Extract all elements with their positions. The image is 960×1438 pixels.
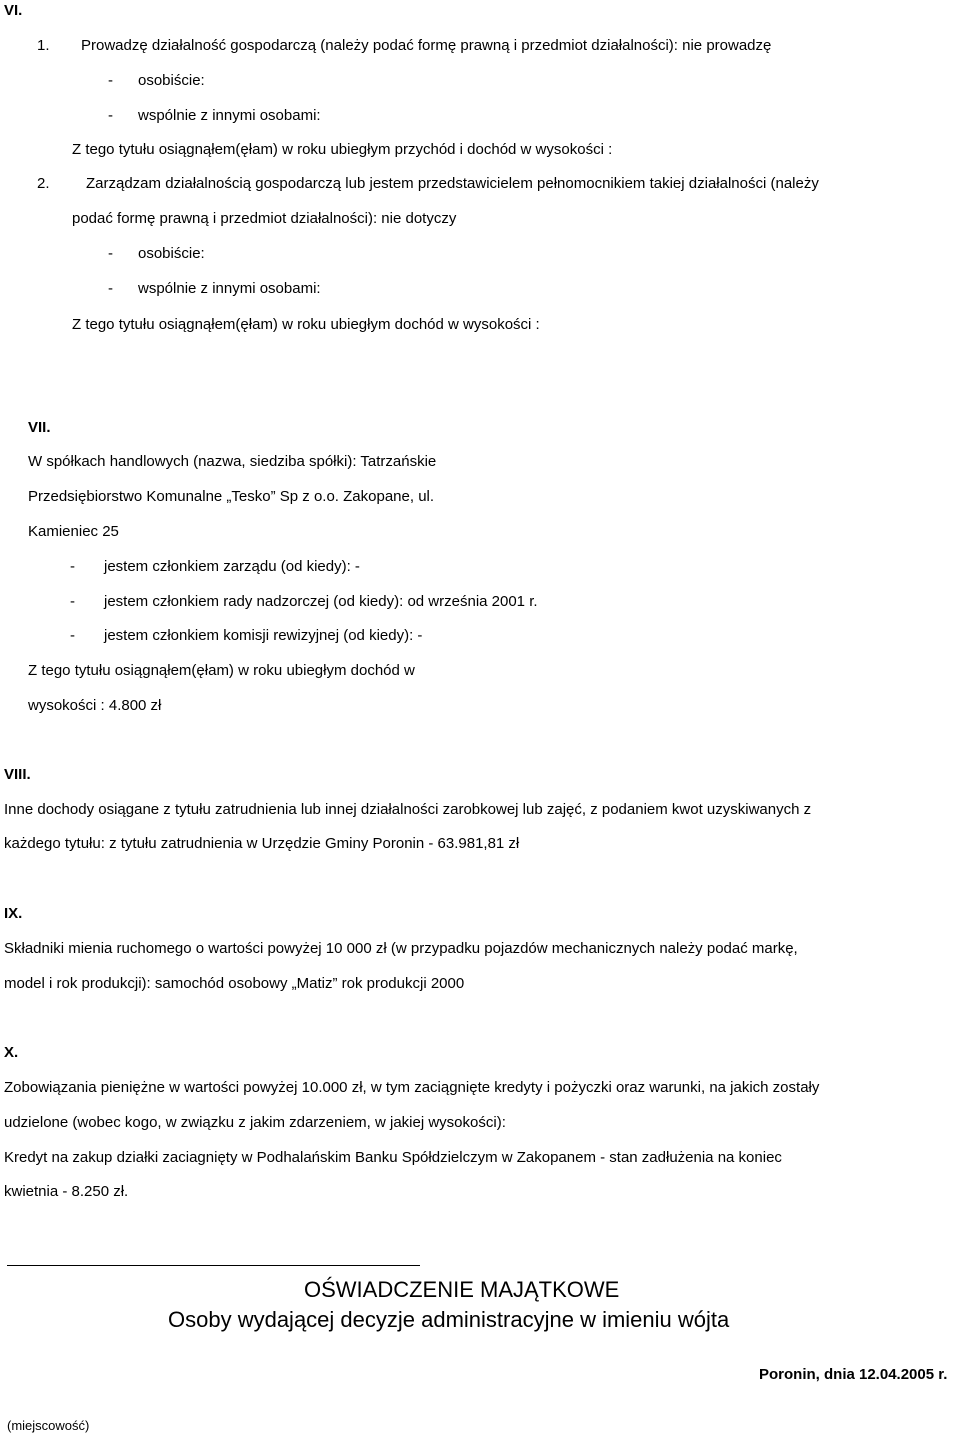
declaration-subtitle: Osoby wydającej decyzje administracyjne w imieniu wójta — [168, 1307, 730, 1332]
liabilities-line1: Zobowiązania pieniężne w wartości powyżej 10.000 zł, w tym zaciągnięte kredyty i pożyczki oraz warunki, na jakich zostały — [4, 1079, 820, 1096]
dash-marker: - — [108, 72, 113, 89]
supervisory-member: jestem członkiem rady nadzorczej (od kiedy): od września 2001 r. — [104, 593, 538, 610]
divider-line — [7, 1265, 420, 1266]
item-2-number: 2. — [37, 175, 50, 192]
dash-marker: - — [108, 107, 113, 124]
dash-marker: - — [108, 245, 113, 262]
item-2-text-line2: podać formę prawną i przedmiot działalności): nie dotyczy — [72, 210, 457, 227]
sec7-income-line1: Z tego tytułu osiągnąłem(ęłam) w roku ubiegłym dochód w — [28, 662, 415, 679]
dash-marker: - — [70, 593, 75, 610]
audit-member: jestem członkiem komisji rewizyjnej (od kiedy): - — [104, 627, 423, 644]
other-income-line2: każdego tytułu: z tytułu zatrudnienia w Urzędzie Gminy Poronin - 63.981,81 zł — [4, 835, 520, 852]
place-date: Poronin, dnia 12.04.2005 r. — [759, 1366, 948, 1383]
item-1-joint: wspólnie z innymi osobami: — [138, 107, 321, 124]
companies-line1: W spółkach handlowych (nazwa, siedziba spółki): Tatrzańskie — [28, 453, 437, 470]
section-9-heading: IX. — [4, 905, 23, 922]
section-7-heading: VII. — [28, 419, 51, 436]
sec7-income-line2: wysokości : 4.800 zł — [28, 697, 162, 714]
liabilities-line4: kwietnia - 8.250 zł. — [4, 1183, 129, 1200]
companies-line2: Przedsiębiorstwo Komunalne „Tesko” Sp z o.o. Zakopane, ul. — [28, 488, 435, 505]
item-1-income: Z tego tytułu osiągnąłem(ęłam) w roku ubiegłym przychód i dochód w wysokości : — [72, 141, 613, 158]
item-2-income: Z tego tytułu osiągnąłem(ęłam) w roku ubiegłym dochód w wysokości : — [72, 316, 540, 333]
section-10-heading: X. — [4, 1044, 19, 1061]
other-income-line1: Inne dochody osiągane z tytułu zatrudnienia lub innej działalności zarobkowej lub zajęć, z podaniem kwot uzyskiwanych z — [4, 801, 812, 818]
movable-assets-line1: Składniki mienia ruchomego o wartości powyżej 10 000 zł (w przypadku pojazdów mechanicznych należy podać markę, — [4, 940, 798, 957]
dash-marker: - — [70, 558, 75, 575]
place-label: (miejscowość) — [7, 1418, 90, 1433]
item-1-text: Prowadzę działalność gospodarczą (należy podać formę prawną i przedmiot działalności): nie prowadzę — [81, 37, 772, 54]
dash-marker: - — [108, 280, 113, 297]
liabilities-line2: udzielone (wobec kogo, w związku z jakim zdarzeniem, w jakiej wysokości): — [4, 1114, 506, 1131]
declaration-title: OŚWIADCZENIE MAJĄTKOWE — [304, 1277, 620, 1302]
item-2-personal: osobiście: — [138, 245, 205, 262]
item-1-personal: osobiście: — [138, 72, 205, 89]
section-6-heading: VI. — [4, 2, 23, 19]
item-2-text-line1: Zarządzam działalnością gospodarczą lub jestem przedstawicielem pełnomocnikiem takiej działalności (należy — [86, 175, 819, 192]
liabilities-line3: Kredyt na zakup działki zaciagnięty w Podhalańskim Banku Spółdzielczym w Zakopanem - stan zadłużenia na koniec — [4, 1149, 782, 1166]
board-member: jestem członkiem zarządu (od kiedy): - — [104, 558, 360, 575]
dash-marker: - — [70, 627, 75, 644]
section-8-heading: VIII. — [4, 766, 31, 783]
movable-assets-line2: model i rok produkcji): samochód osobowy „Matiz” rok produkcji 2000 — [4, 975, 465, 992]
companies-line3: Kamieniec 25 — [28, 523, 119, 540]
item-2-joint: wspólnie z innymi osobami: — [138, 280, 321, 297]
item-1-number: 1. — [37, 37, 50, 54]
